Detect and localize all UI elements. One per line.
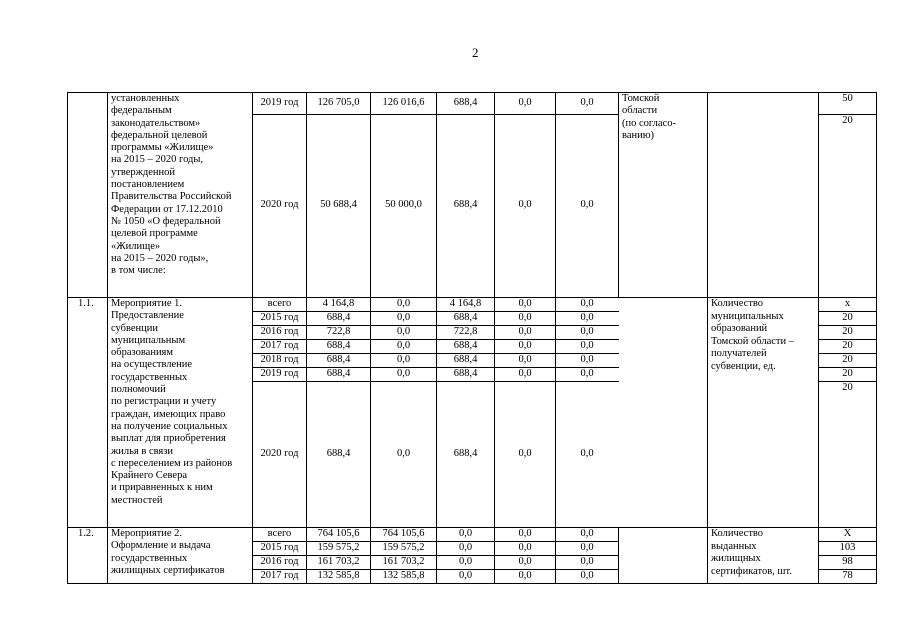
text-line: постановлением	[111, 179, 185, 191]
federal-budget-cell: 0,0	[396, 326, 411, 337]
local-budget-cell: 0,0	[518, 448, 532, 459]
federal-budget-cell: 161 703,2	[382, 556, 425, 567]
text-line: Крайнего Севера	[111, 470, 187, 482]
regional-budget-cell: 688,4	[453, 199, 478, 210]
text-line: выплат для приобретения	[111, 433, 226, 445]
local-budget-cell: 0,0	[518, 354, 532, 365]
total-cell: 688,4	[326, 368, 351, 379]
year-cell: всего	[267, 298, 292, 309]
total-cell: 159 575,2	[317, 542, 360, 553]
regional-budget-cell: 688,4	[453, 97, 478, 108]
measure-number: 1.1.	[78, 298, 94, 309]
other-sources-cell: 0,0	[580, 448, 594, 459]
column-border	[618, 92, 619, 297]
local-budget-cell: 0,0	[518, 326, 532, 337]
regional-budget-cell: 0,0	[458, 528, 473, 539]
year-cell: 2020 год	[260, 448, 299, 459]
text-line: местностей	[111, 494, 163, 506]
text-line: Предоставление	[111, 310, 184, 322]
text-line: Томской области –	[711, 335, 795, 347]
text-line: Мероприятие 2.	[111, 528, 183, 539]
year-cell: 2020 год	[260, 199, 299, 210]
regional-budget-cell: 688,4	[453, 368, 478, 379]
other-sources-cell: 0,0	[580, 528, 594, 539]
year-cell: 2016 год	[260, 556, 299, 567]
indicator-value-cell: 20	[842, 312, 853, 323]
text-line: установленных	[111, 93, 180, 104]
indicator-value-cell: 20	[842, 354, 853, 365]
indicator-value-cell: 78	[842, 570, 853, 581]
text-line: на осуществление	[111, 359, 193, 371]
other-sources-cell: 0,0	[580, 199, 594, 210]
total-cell: 764 105,6	[317, 528, 360, 539]
text-line: федеральной целевой	[111, 129, 208, 141]
column-border	[67, 92, 68, 583]
year-cell: 2015 год	[260, 542, 299, 553]
text-line: федеральным	[111, 105, 172, 117]
federal-budget-cell: 0,0	[396, 368, 411, 379]
page-number: 2	[472, 45, 479, 60]
local-budget-cell: 0,0	[518, 298, 532, 309]
measure-description	[111, 528, 225, 577]
federal-budget-cell: 0,0	[396, 312, 411, 323]
year-cell: 2019 год	[260, 97, 299, 108]
other-sources-cell: 0,0	[580, 570, 594, 581]
text-line: программы «Жилище»	[111, 142, 214, 154]
program-description	[111, 93, 231, 277]
year-cell: 2019 год	[260, 368, 299, 379]
text-line: полномочий	[111, 384, 166, 396]
total-cell: 4 164,8	[322, 298, 355, 309]
federal-budget-cell: 132 585,8	[382, 570, 425, 581]
text-line: жилищных	[711, 553, 761, 565]
local-budget-cell: 0,0	[518, 556, 532, 567]
column-border	[707, 92, 708, 583]
total-cell: 688,4	[326, 312, 351, 323]
indicator-value-cell: 20	[842, 326, 853, 337]
indicator-value-cell: 20	[842, 368, 853, 379]
regional-budget-cell: 0,0	[458, 556, 473, 567]
total-cell: 161 703,2	[317, 556, 360, 567]
other-sources-cell: 0,0	[580, 298, 594, 309]
text-line: в том числе:	[111, 265, 166, 277]
federal-budget-cell: 0,0	[396, 448, 411, 459]
text-line: области	[622, 105, 658, 117]
row-border	[67, 583, 877, 584]
local-budget-cell: 0,0	[518, 312, 532, 323]
executor-text	[622, 93, 676, 142]
text-line: образованиям	[111, 347, 174, 359]
total-cell: 132 585,8	[317, 570, 360, 581]
total-cell: 688,4	[326, 354, 351, 365]
column-border	[618, 527, 619, 583]
indicator-value-cell: х	[844, 298, 851, 309]
year-cell: 2016 год	[260, 326, 299, 337]
text-line: государственных	[111, 371, 188, 383]
text-line: целевой программе	[111, 228, 198, 240]
total-cell: 126 705,0	[317, 97, 360, 108]
text-line: жилищных сертификатов	[111, 564, 225, 576]
text-line: утвержденной	[111, 166, 176, 178]
total-cell: 50 688,4	[320, 199, 357, 210]
text-line: Федерации от 17.12.2010	[111, 203, 223, 215]
text-line: Количество	[711, 298, 764, 309]
regional-budget-cell: 0,0	[458, 542, 473, 553]
indicator-value-cell: 103	[839, 542, 856, 553]
text-line: на получение социальных	[111, 420, 228, 432]
text-line: на 2015 – 2020 годы,	[111, 154, 204, 166]
regional-budget-cell: 0,0	[458, 570, 473, 581]
text-line: Оформление и выдача	[111, 540, 211, 552]
other-sources-cell: 0,0	[580, 97, 594, 108]
year-cell: 2017 год	[260, 340, 299, 351]
year-cell: 2015 год	[260, 312, 299, 323]
text-line: ванию)	[622, 129, 655, 141]
other-sources-cell: 0,0	[580, 312, 594, 323]
local-budget-cell: 0,0	[518, 542, 532, 553]
local-budget-cell: 0,0	[518, 528, 532, 539]
text-line: получателей	[711, 348, 767, 360]
total-cell: 688,4	[326, 448, 351, 459]
text-line: Правительства Российской	[111, 191, 232, 203]
text-line: выданных	[711, 540, 757, 552]
indicator-value-cell: 98	[842, 556, 853, 567]
total-cell: 688,4	[326, 340, 351, 351]
text-line: граждан, имеющих право	[111, 408, 226, 420]
federal-budget-cell: 159 575,2	[382, 542, 425, 553]
federal-budget-cell: 764 105,6	[382, 528, 425, 539]
local-budget-cell: 0,0	[518, 570, 532, 581]
text-line: жилья в связи	[111, 445, 174, 457]
text-line: Количество	[711, 528, 764, 539]
text-line: по регистрации и учету	[111, 396, 217, 408]
federal-budget-cell: 0,0	[396, 298, 411, 309]
other-sources-cell: 0,0	[580, 326, 594, 337]
year-cell: 2018 год	[260, 354, 299, 365]
text-line: Томской	[622, 93, 660, 104]
text-line: «Жилище»	[111, 240, 161, 252]
federal-budget-cell: 0,0	[396, 340, 411, 351]
column-border	[107, 92, 108, 583]
total-cell: 722,8	[326, 326, 351, 337]
indicator-value-cell: 20	[842, 115, 853, 126]
local-budget-cell: 0,0	[518, 368, 532, 379]
regional-budget-cell: 722,8	[453, 326, 478, 337]
text-line: на 2015 – 2020 годы»,	[111, 252, 209, 264]
text-line: образований	[711, 323, 768, 335]
text-line: субвенции	[111, 322, 159, 334]
indicator-value-cell: Х	[843, 528, 852, 539]
regional-budget-cell: 4 164,8	[449, 298, 482, 309]
federal-budget-cell: 0,0	[396, 354, 411, 365]
measure-description	[111, 298, 232, 507]
year-cell: всего	[267, 528, 292, 539]
column-border	[876, 92, 877, 583]
regional-budget-cell: 688,4	[453, 340, 478, 351]
text-line: Мероприятие 1.	[111, 298, 183, 309]
year-cell: 2017 год	[260, 570, 299, 581]
measure-number: 1.2.	[78, 528, 94, 539]
other-sources-cell: 0,0	[580, 556, 594, 567]
regional-budget-cell: 688,4	[453, 448, 478, 459]
text-line: и приравненных к ним	[111, 482, 213, 494]
indicator-name	[711, 298, 794, 374]
indicator-name	[711, 528, 792, 578]
other-sources-cell: 0,0	[580, 354, 594, 365]
text-line: сертификатов, шт.	[711, 565, 792, 577]
regional-budget-cell: 688,4	[453, 354, 478, 365]
other-sources-cell: 0,0	[580, 542, 594, 553]
text-line: № 1050 «О федеральной	[111, 215, 221, 227]
federal-budget-cell: 50 000,0	[385, 199, 422, 210]
other-sources-cell: 0,0	[580, 368, 594, 379]
text-line: с переселением из районов	[111, 457, 233, 469]
regional-budget-cell: 688,4	[453, 312, 478, 323]
text-line: субвенции, ед.	[711, 360, 776, 372]
text-line: государственных	[111, 552, 188, 564]
text-line: законодательством»	[111, 117, 201, 129]
indicator-value-cell: 50	[842, 93, 853, 104]
local-budget-cell: 0,0	[518, 97, 532, 108]
other-sources-cell: 0,0	[580, 340, 594, 351]
federal-budget-cell: 126 016,6	[382, 97, 425, 108]
indicator-value-cell: 20	[842, 382, 853, 393]
local-budget-cell: 0,0	[518, 340, 532, 351]
local-budget-cell: 0,0	[518, 199, 532, 210]
text-line: муниципальным	[111, 334, 186, 346]
indicator-value-cell: 20	[842, 340, 853, 351]
text-line: муниципальных	[711, 310, 784, 322]
text-line: (по согласо-	[622, 117, 676, 129]
